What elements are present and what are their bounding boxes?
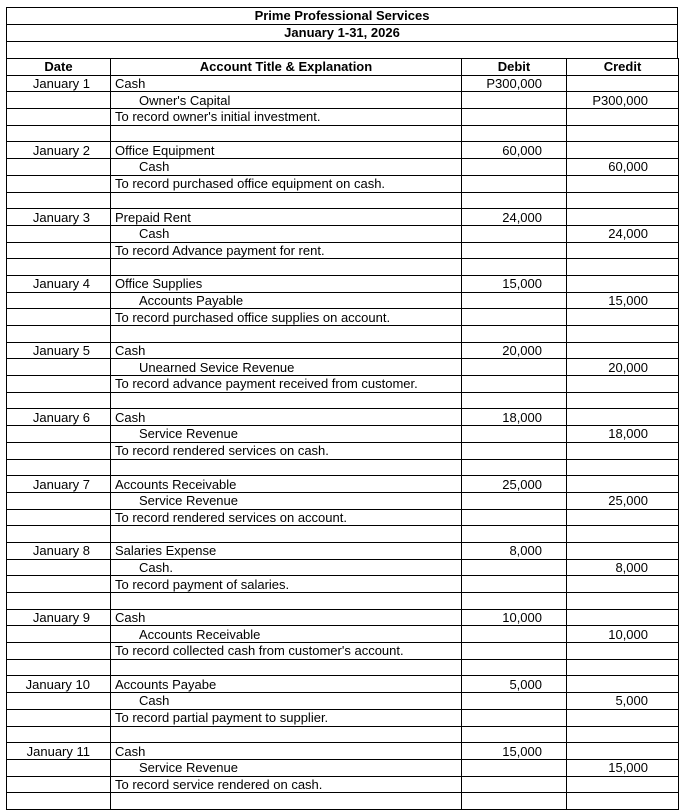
credit-account: Service Revenue [111,426,462,443]
journal-row-explanation [7,576,679,593]
blank-cell [7,392,111,409]
blank-cell [111,392,462,409]
debit-account: Office Equipment [111,142,462,159]
entry-explanation: To record purchased office supplies on account. [111,309,462,326]
blank-cell [567,793,679,810]
blank-cell [111,326,462,343]
debit-empty [462,759,567,776]
period-title: January 1-31, 2026 [6,24,678,41]
debit-amount: 10,000 [462,609,567,626]
debit-amount: P300,000 [462,75,567,92]
blank-cell [111,726,462,743]
blank-row [7,726,679,743]
credit-empty [567,242,679,259]
blank-row [7,526,679,543]
blank-cell [111,659,462,676]
journal-row-credit [7,492,679,509]
date-empty [7,426,111,443]
debit-empty [462,159,567,176]
entry-explanation: To record rendered services on cash. [111,442,462,459]
date-empty [7,159,111,176]
date-empty [7,242,111,259]
date-empty [7,643,111,660]
credit-empty [567,509,679,526]
journal-row-debit [7,342,679,359]
blank-cell [7,326,111,343]
date-empty [7,709,111,726]
blank-cell [567,526,679,543]
blank-cell [462,793,567,810]
credit-empty [567,709,679,726]
credit-amount: 15,000 [567,759,679,776]
blank-cell [567,659,679,676]
credit-empty [567,175,679,192]
debit-account: Cash [111,409,462,426]
blank-cell [567,259,679,276]
debit-empty [462,709,567,726]
date-empty [7,576,111,593]
debit-header: Debit [462,59,567,76]
blank-cell [567,593,679,610]
debit-amount: 8,000 [462,542,567,559]
journal-row-credit [7,693,679,710]
debit-empty [462,492,567,509]
credit-amount: 60,000 [567,159,679,176]
blank-cell [7,793,111,810]
blank-cell [567,459,679,476]
debit-account: Salaries Expense [111,542,462,559]
journal-row-debit [7,209,679,226]
credit-account: Cash [111,225,462,242]
credit-amount: 20,000 [567,359,679,376]
journal-row-explanation [7,509,679,526]
debit-empty [462,559,567,576]
blank-cell [111,259,462,276]
debit-empty [462,92,567,109]
journal-table [6,58,679,810]
debit-amount: 5,000 [462,676,567,693]
entry-explanation: To record partial payment to supplier. [111,709,462,726]
header-row [7,59,679,76]
entry-date: January 10 [7,676,111,693]
credit-account: Service Revenue [111,759,462,776]
blank-row [7,459,679,476]
journal-row-credit [7,426,679,443]
credit-amount: P300,000 [567,92,679,109]
credit-account: Service Revenue [111,492,462,509]
date-empty [7,292,111,309]
blank-row [7,125,679,142]
debit-empty [462,309,567,326]
debit-account: Cash [111,75,462,92]
date-empty [7,693,111,710]
entry-explanation: To record payment of salaries. [111,576,462,593]
credit-empty [567,309,679,326]
journal-row-debit [7,275,679,292]
credit-account: Unearned Sevice Revenue [111,359,462,376]
journal-row-debit [7,609,679,626]
blank-cell [567,392,679,409]
entry-date: January 11 [7,743,111,760]
credit-account: Accounts Receivable [111,626,462,643]
entry-explanation: To record Advance payment for rent. [111,242,462,259]
blank-cell [7,726,111,743]
date-empty [7,109,111,126]
blank-row [7,259,679,276]
journal-row-credit [7,225,679,242]
blank-cell [462,659,567,676]
blank-cell [462,593,567,610]
date-empty [7,376,111,393]
blank-cell [462,192,567,209]
date-empty [7,309,111,326]
journal-row-debit [7,476,679,493]
date-empty [7,92,111,109]
debit-empty [462,426,567,443]
journal-row-credit [7,626,679,643]
debit-empty [462,376,567,393]
date-empty [7,442,111,459]
debit-empty [462,292,567,309]
entry-explanation: To record rendered services on account. [111,509,462,526]
entry-date: January 7 [7,476,111,493]
journal-row-credit [7,759,679,776]
journal-row-debit [7,743,679,760]
blank-cell [567,125,679,142]
credit-empty [567,209,679,226]
debit-empty [462,776,567,793]
credit-empty [567,275,679,292]
journal-row-credit [7,292,679,309]
date-empty [7,759,111,776]
date-empty [7,492,111,509]
journal-row-explanation [7,109,679,126]
debit-amount: 15,000 [462,743,567,760]
credit-amount: 5,000 [567,693,679,710]
entry-date: January 4 [7,275,111,292]
credit-account: Cash [111,693,462,710]
journal-body [7,75,679,809]
journal-row-debit [7,142,679,159]
company-title: Prime Professional Services [6,7,678,24]
debit-account: Office Supplies [111,275,462,292]
blank-cell [7,125,111,142]
blank-row [7,793,679,810]
credit-empty [567,542,679,559]
entry-explanation: To record collected cash from customer's account. [111,643,462,660]
credit-empty [567,342,679,359]
credit-empty [567,376,679,393]
debit-empty [462,509,567,526]
journal-row-credit [7,92,679,109]
journal-sheet [6,7,678,810]
credit-empty [567,743,679,760]
debit-account: Prepaid Rent [111,209,462,226]
debit-empty [462,242,567,259]
blank-cell [462,125,567,142]
credit-account: Owner's Capital [111,92,462,109]
credit-amount: 24,000 [567,225,679,242]
credit-amount: 10,000 [567,626,679,643]
entry-date: January 8 [7,542,111,559]
journal-row-explanation [7,242,679,259]
journal-row-debit [7,75,679,92]
date-empty [7,509,111,526]
debit-empty [462,442,567,459]
entry-date: January 9 [7,609,111,626]
blank-cell [111,793,462,810]
blank-cell [462,326,567,343]
credit-amount: 8,000 [567,559,679,576]
debit-amount: 24,000 [462,209,567,226]
blank-cell [111,125,462,142]
debit-account: Accounts Receivable [111,476,462,493]
debit-amount: 20,000 [462,342,567,359]
blank-row [7,659,679,676]
journal-row-debit [7,676,679,693]
debit-account: Accounts Payabe [111,676,462,693]
blank-cell [462,459,567,476]
debit-empty [462,225,567,242]
credit-empty [567,609,679,626]
date-empty [7,359,111,376]
date-empty [7,776,111,793]
blank-row [7,192,679,209]
debit-empty [462,359,567,376]
debit-amount: 25,000 [462,476,567,493]
blank-cell [7,459,111,476]
entry-explanation: To record purchased office equipment on cash. [111,175,462,192]
blank-cell [462,392,567,409]
credit-empty [567,476,679,493]
blank-cell [111,192,462,209]
blank-cell [7,593,111,610]
blank-cell [462,526,567,543]
credit-account: Cash [111,159,462,176]
journal-row-explanation [7,776,679,793]
debit-amount: 60,000 [462,142,567,159]
credit-empty [567,676,679,693]
journal-row-debit [7,542,679,559]
debit-empty [462,643,567,660]
debit-amount: 15,000 [462,275,567,292]
credit-amount: 15,000 [567,292,679,309]
debit-empty [462,693,567,710]
entry-date: January 6 [7,409,111,426]
date-header: Date [7,59,111,76]
blank-cell [462,259,567,276]
credit-empty [567,109,679,126]
credit-header: Credit [567,59,679,76]
credit-empty [567,776,679,793]
blank-cell [7,526,111,543]
debit-account: Cash [111,743,462,760]
journal-row-explanation [7,309,679,326]
journal-row-debit [7,409,679,426]
date-empty [7,559,111,576]
entry-date: January 2 [7,142,111,159]
credit-empty [567,576,679,593]
blank-cell [567,326,679,343]
debit-account: Cash [111,609,462,626]
debit-amount: 18,000 [462,409,567,426]
credit-empty [567,643,679,660]
debit-empty [462,576,567,593]
date-empty [7,626,111,643]
entry-explanation: To record owner's initial investment. [111,109,462,126]
blank-cell [7,259,111,276]
debit-empty [462,109,567,126]
credit-empty [567,142,679,159]
credit-empty [567,75,679,92]
journal-row-credit [7,159,679,176]
journal-row-explanation [7,376,679,393]
blank-cell [111,593,462,610]
blank-cell [111,459,462,476]
credit-amount: 18,000 [567,426,679,443]
blank-row [7,593,679,610]
credit-empty [567,442,679,459]
blank-cell [462,726,567,743]
blank-cell [111,526,462,543]
credit-account: Accounts Payable [111,292,462,309]
entry-date: January 3 [7,209,111,226]
entry-explanation: To record advance payment received from customer. [111,376,462,393]
debit-empty [462,175,567,192]
entry-date: January 5 [7,342,111,359]
date-empty [7,225,111,242]
account-header: Account Title & Explanation [111,59,462,76]
entry-explanation: To record service rendered on cash. [111,776,462,793]
journal-row-credit [7,559,679,576]
blank-cell [7,192,111,209]
blank-cell [7,659,111,676]
blank-cell [567,192,679,209]
blank-cell [567,726,679,743]
journal-row-explanation [7,709,679,726]
debit-empty [462,626,567,643]
journal-row-credit [7,359,679,376]
journal-row-explanation [7,643,679,660]
credit-account: Cash. [111,559,462,576]
blank-row [7,326,679,343]
debit-account: Cash [111,342,462,359]
journal-row-explanation [7,175,679,192]
entry-date: January 1 [7,75,111,92]
credit-empty [567,409,679,426]
journal-row-explanation [7,442,679,459]
spacer-row [6,41,678,58]
blank-row [7,392,679,409]
date-empty [7,175,111,192]
credit-amount: 25,000 [567,492,679,509]
